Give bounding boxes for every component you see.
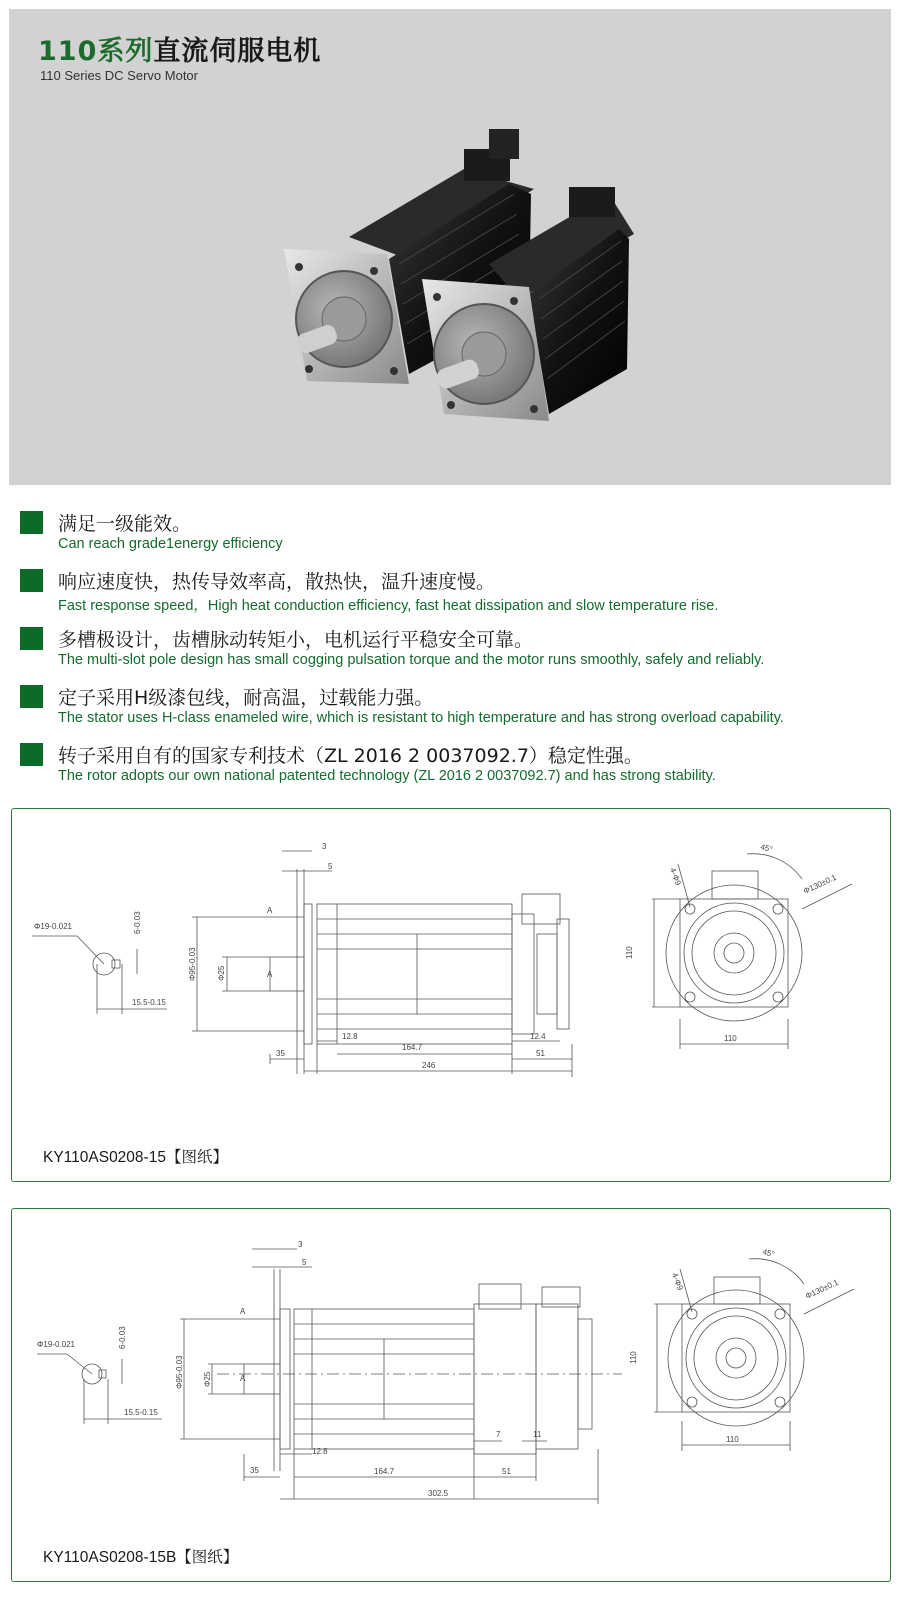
page-subtitle: 110 Series DC Servo Motor xyxy=(40,68,198,83)
dim-len124: 12.4 xyxy=(530,1032,546,1041)
drawing-panel-1 xyxy=(11,808,891,1182)
dim-total: 302.5 xyxy=(428,1489,449,1498)
model-label-2: KY110AS0208-15B【图纸】 xyxy=(43,1549,239,1566)
feature-title: 满足一级能效。 xyxy=(58,513,192,535)
section-a-top: A xyxy=(267,906,273,915)
feature-item xyxy=(20,626,890,684)
feature-list xyxy=(20,510,890,800)
feature-desc: Fast response speed，High heat conduction efficiency, fast heat dissipation and slow temperature rise. xyxy=(58,598,719,614)
dim-angle: 45° xyxy=(759,842,774,855)
section-a-top: A xyxy=(240,1307,246,1316)
dim-len128: 12.8 xyxy=(312,1447,328,1456)
dim-key-depth: 15.5-0.15 xyxy=(132,998,166,1007)
feature-item xyxy=(20,742,890,800)
dim-side110: 110 xyxy=(625,946,634,959)
technical-drawing-2 xyxy=(12,1209,890,1581)
feature-title: 响应速度快，热传导效率高，散热快，温升速度慢。 xyxy=(58,571,496,593)
feature-title: 多槽极设计，齿槽脉动转矩小，电机运行平稳安全可靠。 xyxy=(58,629,534,651)
dim-pcd: Φ130±0.1 xyxy=(802,872,838,896)
dim-bottom110: 110 xyxy=(726,1435,739,1444)
green-square-icon xyxy=(20,743,43,766)
technical-drawing-1 xyxy=(12,809,890,1181)
dim-len35: 35 xyxy=(250,1466,259,1475)
feature-desc: Can reach grade1energy efficiency xyxy=(58,536,283,552)
green-square-icon xyxy=(20,685,43,708)
dim-shaft-dia: Φ19-0.021 xyxy=(37,1340,75,1349)
dim-pilot: Φ95-0.03 xyxy=(188,947,197,981)
dim-bottom110: 110 xyxy=(724,1034,737,1043)
dim-len128: 12.8 xyxy=(342,1032,358,1041)
hero-banner xyxy=(9,9,891,485)
dim-len1647: 164.7 xyxy=(402,1043,423,1052)
dim-d5: 5 xyxy=(302,1258,307,1267)
feature-item xyxy=(20,568,890,626)
dim-len7: 7 xyxy=(496,1430,501,1439)
model-label-1: KY110AS0208-15【图纸】 xyxy=(43,1149,228,1166)
dim-d5: 5 xyxy=(328,862,333,871)
dim-shaft25: Φ25 xyxy=(203,1371,212,1387)
dim-len11: 11 xyxy=(533,1430,542,1439)
dim-len51: 51 xyxy=(502,1467,511,1476)
dim-d3: 3 xyxy=(298,1240,303,1249)
section-a-bottom: A xyxy=(267,970,273,979)
dim-holes: 4-Φ9 xyxy=(668,866,683,887)
dim-key: 6-0.03 xyxy=(133,911,142,934)
dim-holes: 4-Φ9 xyxy=(670,1271,685,1292)
green-square-icon xyxy=(20,569,43,592)
dim-len1647: 164.7 xyxy=(374,1467,395,1476)
dim-angle: 45° xyxy=(761,1247,776,1260)
section-a-bottom: A xyxy=(240,1374,246,1383)
dim-len51: 51 xyxy=(536,1049,545,1058)
dim-pcd: Φ130±0.1 xyxy=(804,1277,840,1301)
feature-desc: The stator uses H-class enameled wire, which is resistant to high temperature and has strong overload capability. xyxy=(58,710,784,726)
dim-len35: 35 xyxy=(276,1049,285,1058)
green-square-icon xyxy=(20,511,43,534)
drawing-panel-2 xyxy=(11,1208,891,1582)
feature-title: 转子采用自有的国家专利技术（ZL 2016 2 0037092.7）稳定性强。 xyxy=(58,745,643,767)
feature-title: 定子采用H级漆包线，耐高温，过载能力强。 xyxy=(58,687,434,709)
dim-d3: 3 xyxy=(322,842,327,851)
page-title: 110系列直流伺服电机 xyxy=(38,36,322,67)
dim-shaft25: Φ25 xyxy=(217,965,226,981)
dim-side110: 110 xyxy=(629,1351,638,1364)
dim-key: 6-0.03 xyxy=(118,1326,127,1349)
feature-item xyxy=(20,684,890,742)
dim-shaft-dia: Φ19-0.021 xyxy=(34,922,72,931)
dim-pilot: Φ95-0.03 xyxy=(175,1355,184,1389)
feature-desc: The multi-slot pole design has small cogging pulsation torque and the motor runs smoothly, safely and reliably. xyxy=(58,652,765,668)
dim-key-depth: 15.5-0.15 xyxy=(124,1408,158,1417)
green-square-icon xyxy=(20,627,43,650)
feature-desc: The rotor adopts our own national patented technology (ZL 2016 2 0037092.7) and has strong stability. xyxy=(58,768,716,784)
feature-item xyxy=(20,510,890,568)
dim-total: 246 xyxy=(422,1061,436,1070)
